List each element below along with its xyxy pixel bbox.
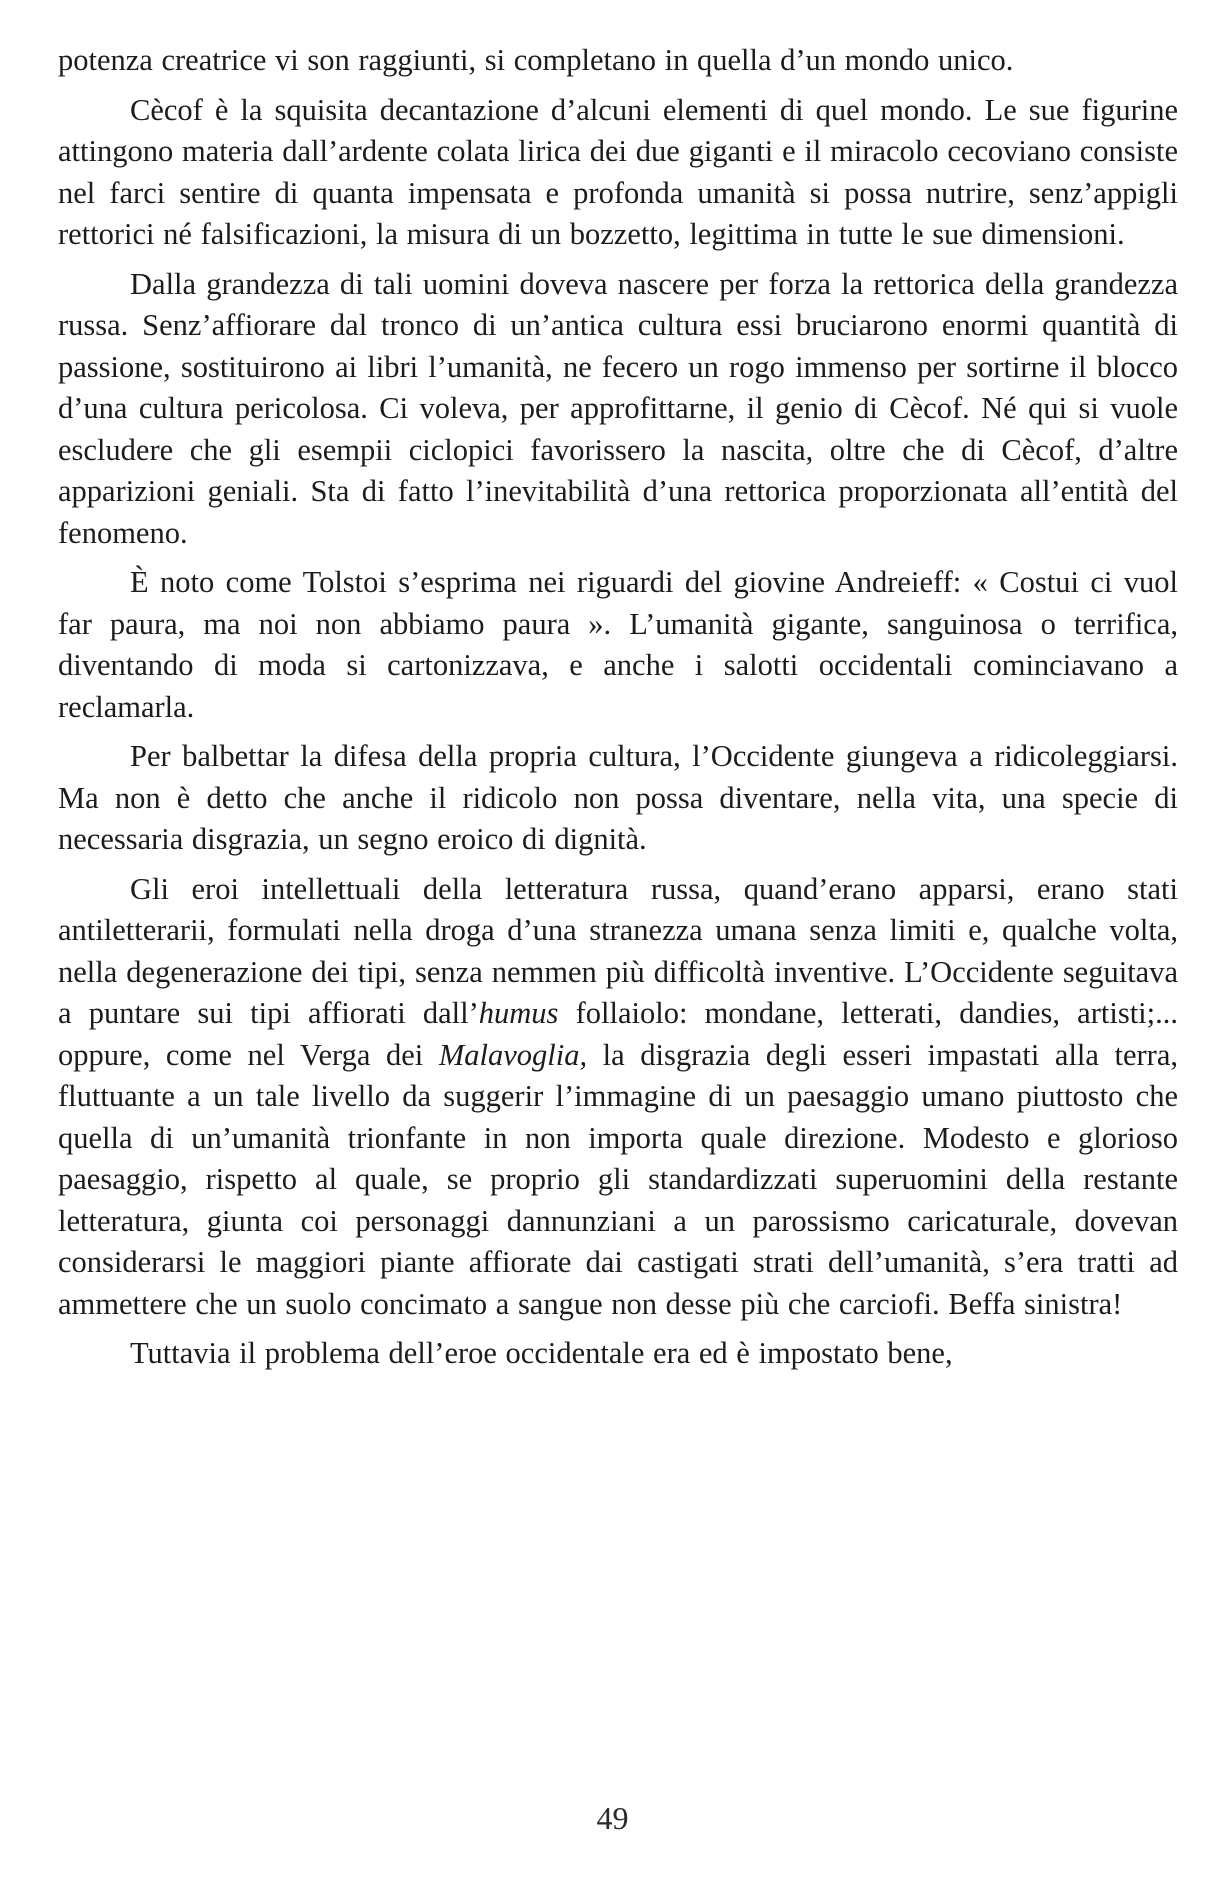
paragraph: Dalla grandezza di tali uomini doveva nascere per forza la rettorica della grandezza russa. Senz’affiorare dal tronco di un’antica cultura essi bruciarono enormi quantità di passione, sostituirono ai libri l’umanità, ne fecero un rogo immenso per sortirne il blocco d’una cultura pericolosa. Ci voleva, per approfittarne, il genio di Cècof. Né qui si vuole escludere che gli esempii ciclopici favorissero la nascita, oltre che di Cècof, d’altre apparizioni geniali. Sta di fatto l’inevitabilità d’una rettorica proporzionata all’entità del fenomeno. bbox=[58, 266, 1178, 550]
paragraph: Cècof è la squisita decantazione d’alcuni elementi di quel mondo. Le sue figurine attingono materia dall’ardente colata lirica dei due giganti e il miracolo cecoviano consiste nel farci sentire di quanta impensata e profonda umanità si possa nutrire, senz’appigli rettorici né falsificazioni, la misura di un bozzetto, legittima in tutte le sue dimensioni. bbox=[58, 92, 1178, 251]
paragraph-text: follaiolo: mondane, letterati, dandies, artisti;... oppure, come nel Verga dei bbox=[58, 996, 1178, 1072]
italic-title-malavoglia: Malavoglia, bbox=[438, 1037, 588, 1072]
paragraph: È noto come Tolstoi s’esprima nei riguardi del giovine Andreieff: « Costui ci vuol far paura, ma noi non abbiamo paura ». L’umanità gigante, sanguinosa o terrifica, diventando di moda si cartonizzava, e anche i salotti occidentali cominciavano a reclamarla. bbox=[58, 565, 1178, 724]
paragraph: Per balbettar la difesa della propria cultura, l’Occidente giungeva a ridicoleggiarsi. Ma non è detto che anche il ridicolo non possa diventare, nella vita, una specie di necessaria disgrazia, un segno eroico di dignità. bbox=[58, 739, 1178, 856]
page-body bbox=[58, 40, 1178, 1383]
italic-term-humus: humus bbox=[478, 996, 559, 1030]
paragraph bbox=[58, 869, 1178, 1326]
page-number: 49 bbox=[596, 1800, 629, 1836]
paragraph: Tuttavia il problema dell’eroe occidentale era ed è impostato bene, bbox=[130, 1336, 953, 1370]
paragraph-text: Gli eroi intellettuali della letteratura russa, quand’erano apparsi, erano stati antiletterarii, formulati nella droga d’una stranezza umana senza limiti e, qualche volta, nella degenerazione dei tipi, senza nemmen più difficoltà inventive. L’Occidente seguitava a puntare sui tipi affiorati dall’ bbox=[58, 871, 1178, 1030]
paragraph: potenza creatrice vi son raggiunti, si completano in quella d’un mondo unico. bbox=[58, 43, 1014, 77]
paragraph-text: la disgrazia degli esseri impastati alla terra, fluttuante a un tale livello da suggerir l’immagine di un paesaggio umano piuttosto che quella di un’umanità trionfante in non importa quale direzione. Modesto e glorioso paesaggio, rispetto al quale, se proprio gli standardizzati superuomini della restante letteratura, giunta coi personaggi dannunziani a un parossismo caricaturale, dovevan considerarsi le maggiori piante affiorate dai castigati strati dell’umanità, s’era tratti ad ammettere che un suolo concimato a sangue non desse più che carciofi. Beffa sinistra! bbox=[58, 1037, 1178, 1321]
